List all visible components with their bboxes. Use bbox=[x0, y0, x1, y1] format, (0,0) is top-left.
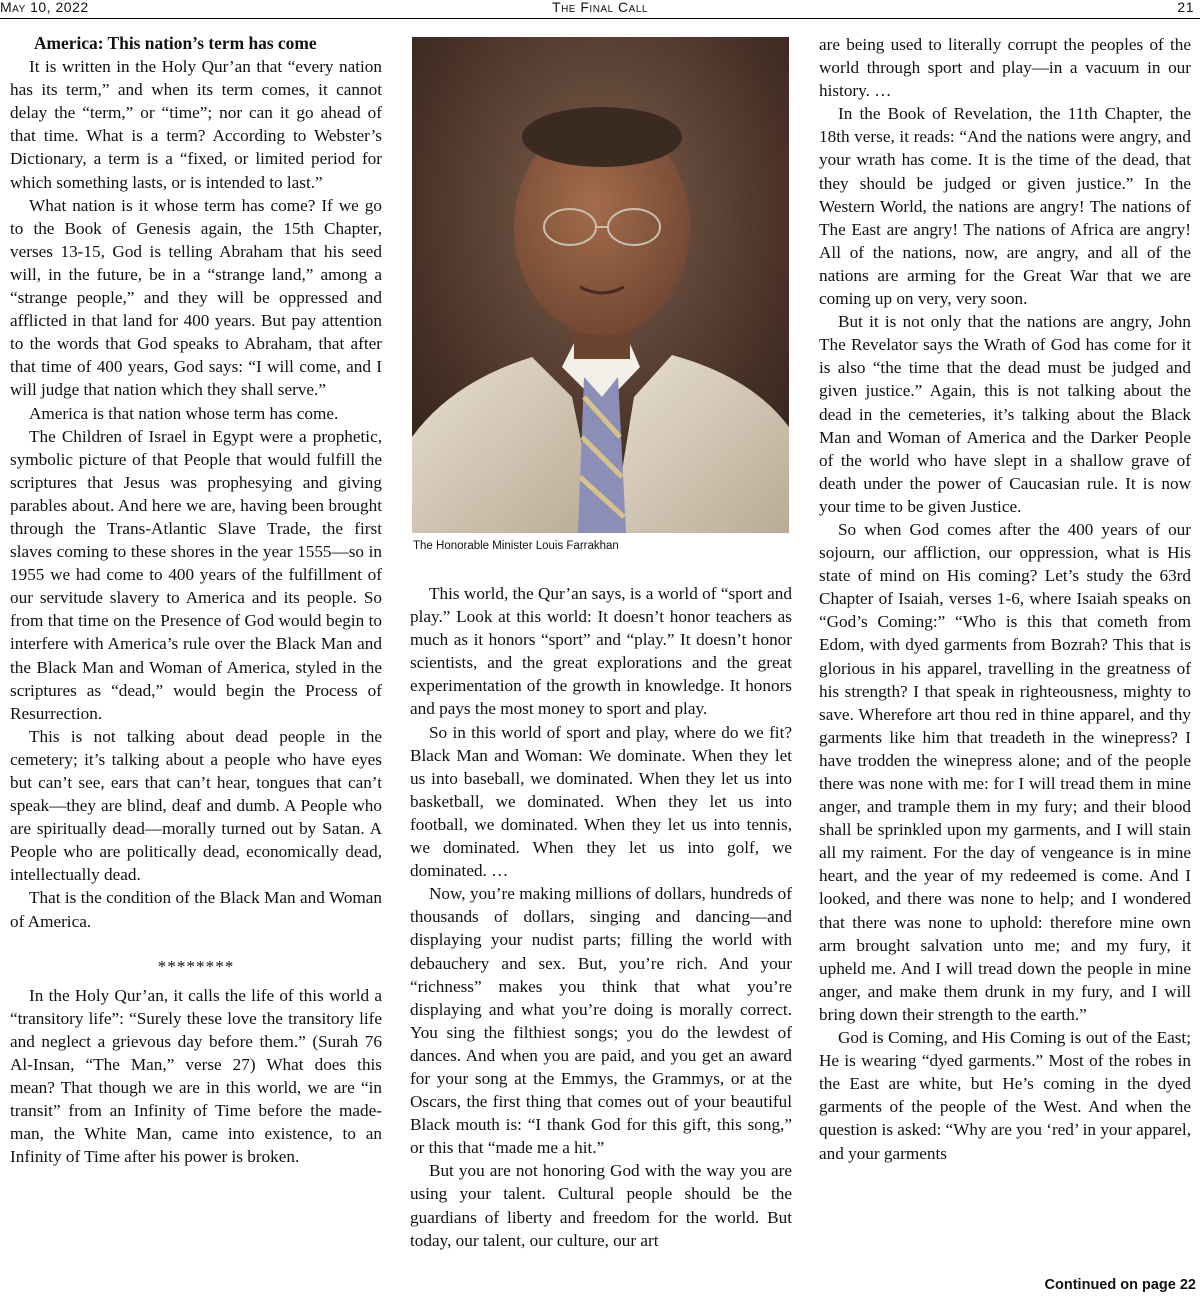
page-header bbox=[0, 0, 1200, 22]
paragraph: are being used to literally corrupt the peoples of the world through sport and play—in a vacuum in our history. … bbox=[819, 35, 1191, 101]
paragraph: That is the condition of the Black Man and Woman of America. bbox=[10, 888, 382, 931]
paragraph: The Children of Israel in Egypt were a prophetic, symbolic picture of that People that would fulfill the scriptures that Jesus was prophesying and giving parables about. And here we are, having been brought through the Trans-Atlantic Slave Trade, the first slaves coming to these shores in the year 1555—so in 1955 we had come to 400 years of the fulfillment of our servitude slavery to America and its people. So from that time on the Presence of God would begin to interfere with America’s rule over the Black Man and the Black Man and Woman of America, styled in the scriptures as “dead,” would begin the Process of Resurrection. bbox=[10, 426, 382, 723]
paragraph: God is Coming, and His Coming is out of the East; He is wearing “dyed garments.” Most of the robes in the East are white, but He’s coming in the dyed garments of the people of the West. And when the question is asked: “Why are you ‘red’ in your apparel, and your garments bbox=[819, 1028, 1191, 1163]
publication-name: The Final Call bbox=[552, 0, 648, 15]
paragraph: Now, you’re making millions of dollars, hundreds of thousands of dollars, singing and dancing—and displaying your nudist parts; filling the world with debauchery and sex. But, you’re rich. And your “richness” makes you think that what you’re displaying and what you’re doing is morally correct. You sing the filthiest songs; you do the lewdest of dances. And when you are paid, and you get an award for your song at the Emmys, the Grammys, or at the Oscars, the first thing that comes out of your beautiful Black mouth is: “I thank God for this gift, this song,” or this that “made me a hit.” bbox=[410, 884, 792, 1158]
paragraph: In the Book of Revelation, the 11th Chapter, the 18th verse, it reads: “And the nations were angry, and your wrath has come. It is the time of the dead, that they should be judged or given justice.” In the Western World, the nations are angry! The nations of The East are angry! The nations of Africa are angry! All of the nations, now, are angry, and all of the nations are arming for the Great War that we are coming up on very, very soon. bbox=[819, 104, 1191, 309]
issue-date: May 10, 2022 bbox=[0, 0, 89, 15]
paragraph: This world, the Qur’an says, is a world of “sport and play.” Look at this world: It doesn’t honor teachers as much as it honors “sport” and “play.” It doesn’t honor scientists, and the great explorations and the great experimentation of the growth in knowledge. It honors and pays the most money to sport and play. bbox=[410, 584, 792, 719]
photo-caption: The Honorable Minister Louis Farrakhan bbox=[413, 540, 619, 552]
paragraph: This is not talking about dead people in the cemetery; it’s talking about a people who have eyes but can’t see, ears that can’t hear, tongues that can’t speak—they are blind, deaf and dumb. A People who are spiritually dead—morally turned out by Satan. A People who are politically dead, economically dead, intellectually dead. bbox=[10, 726, 382, 885]
paragraph: America is that nation whose term has come. bbox=[29, 403, 339, 423]
paragraph: So when God comes after the 400 years of our sojourn, our affliction, our oppression, what is His state of mind on His coming? Let’s study the 63rd Chapter of Isaiah, verses 1-6, where Isaiah speaks on “God’s Coming:” “Who is this that cometh from Edom, with dyed garments from Bozrah? This that is glorious in his apparel, travelling in the greatness of his strength? I that speak in righteousness, mighty to save. Wherefore art thou red in thine apparel, and thy garments like him that treadeth in the winepress? I have trodden the winepress alone; and of the people there was none with me: for I will tread them in mine anger, and trample them in my fury; and their blood shall be sprinkled upon my garments, and I will stain all my raiment. For the day of vengeance is in mine heart, and the year of my redeemed is come. And I looked, and there was none to help; and I wondered that there was none to uphold: therefore mine own arm brought salvation unto me; and my fury, it upheld me. And I will tread down the people in mine anger, and make them drunk in my fury, and I will bring down their strength to the earth.” bbox=[819, 519, 1191, 1024]
article-subhead: America: This nation’s term has come bbox=[34, 33, 317, 53]
paragraph: But it is not only that the nations are angry, John The Revelator says the Wrath of God has come for it is also “the time that the dead must be judged and given justice.” Again, this is not talking about the dead in the cemeteries, it’s talking about the Black Man and Woman of America and the Darker People of the world who have slept in a shallow grave of death under the power of Caucasian rule. It is now your time to be given Justice. bbox=[819, 312, 1191, 516]
continued-link[interactable]: Continued on page 22 bbox=[1044, 1277, 1196, 1293]
section-separator: ******** bbox=[157, 956, 235, 976]
portrait-photo bbox=[412, 37, 789, 533]
article-column-2 bbox=[410, 582, 792, 1252]
page-number: 21 bbox=[1177, 0, 1194, 15]
paragraph: It is written in the Holy Qur’an that “every nation has its term,” and when its term comes, it cannot delay the “term,” or “time”; nor can it go ahead of that time. What is a term? According to Webster’s Dictionary, a term is a “fixed, or limited period for which something lasts, or is intended to last.” bbox=[10, 57, 382, 192]
article-column-3 bbox=[819, 33, 1191, 1165]
article-column-1 bbox=[10, 32, 382, 1169]
paragraph: In the Holy Qur’an, it calls the life of this world a “transitory life”: “Surely these love the transitory life and neglect a grievous day before them.” (Surah 76 Al-Insan, “The Man,” verse 27) What does this mean? That though we are in this world, we are “in transit” from an Infinity of Time before the made-man, the White Man, came into existence, to an Infinity of Time after his power is broken. bbox=[10, 985, 382, 1167]
paragraph: But you are not honoring God with the way you are using your talent. Cultural people should be the guardians of liberty and freedom for the world. But today, our talent, our culture, our art bbox=[410, 1161, 792, 1250]
header-rule bbox=[0, 18, 1200, 19]
paragraph: What nation is it whose term has come? If we go to the Book of Genesis again, the 15th Chapter, verses 13-15, God is telling Abraham that his seed will, in the future, be in a “strange land,” among a “strange people,” and they will be oppressed and afflicted in that land for 400 years. But pay attention to the words that God speaks to Abraham, that after that time of 400 years, God says: “I will come, and I will judge that nation which they shall serve.” bbox=[10, 195, 382, 400]
paragraph: So in this world of sport and play, where do we fit? Black Man and Woman: We dominate. When they let us into baseball, we dominated. When they let us into basketball, we dominated. When they let us into football, we dominated. When they let us into tennis, we dominated. When they let us into golf, we dominated. … bbox=[410, 722, 792, 881]
